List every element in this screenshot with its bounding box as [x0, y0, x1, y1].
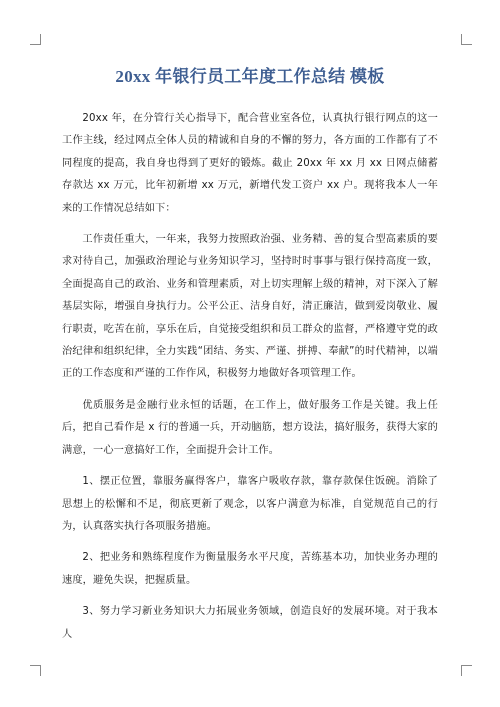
crop-mark-top-right: [461, 34, 472, 45]
document-body: [62, 108, 438, 646]
crop-mark-bottom-left: [30, 665, 41, 676]
paragraph-point-1: 1、摆正位置，靠服务赢得客户，靠客户吸收存款，靠存款保住饭碗。消除了思想上的松懈和不足，彻底更新了观念，以客户满意为标准，自觉规范自己的行为，认真落实执行各项服务措施。: [62, 476, 438, 532]
paragraph-point-3: 3、努力学习新业务知识大力拓展业务领域，创造良好的发展环境。对于我本人: [62, 606, 438, 640]
paragraph-point-2: 2、把业务和熟练程度作为衡量服务水平尺度，苦练基本功，加快业务办理的速度，避免失误，把握质量。: [62, 552, 438, 586]
paragraph-service: 优质服务是金融行业永恒的话题，在工作上，做好服务工作是关键。我上任后，把自己看作是 x 行的普通一兵，开动脑筋，想方设法，搞好服务，获得大家的满意，一心一意搞好工作，全面提升会计工作。: [62, 399, 438, 456]
crop-mark-top-left: [30, 34, 41, 45]
paragraph-responsibility: 工作责任重大，一年来，我努力按照政治强、业务精、善的复合型高素质的要求对待自己，加强政治理论与业务知识学习，坚持时时事事与银行保持高度一致，全面提高自己的政治、业务和管理素质，对上切实理解上级的精神，对下深入了解基层实际，增强自身执行力。公平公正、洁身自好，清正廉洁，做到爱岗敬业、履行职责，吃苦在前，享乐在后，自觉接受组织和员工群众的监督，严格遵守党的政治纪律和组织纪律，全力实践“团结、务实、严谨、拼搏、奉献”的时代精神，以端正的工作态度和严谨的工作作风，积极努力地做好各项管理工作。: [62, 234, 438, 380]
paragraph-intro: 20xx 年，在分管行关心指导下，配合营业室各位，认真执行银行网点的这一工作主线，经过网点全体人员的精诚和自身的不懈的努力，各方面的工作都有了不同程度的提高，我自身也得到了更好的锻炼。截止 20xx 年 xx 月 xx 日网点储蓄存款达 xx 万元，比年初新增 xx 万元，新增代发工资户 xx 户。现将我本人一年来的工作情况总结如下：: [62, 113, 438, 214]
document-title: 20xx 年银行员工年度工作总结 模板: [115, 67, 385, 86]
crop-mark-bottom-right: [461, 665, 472, 676]
